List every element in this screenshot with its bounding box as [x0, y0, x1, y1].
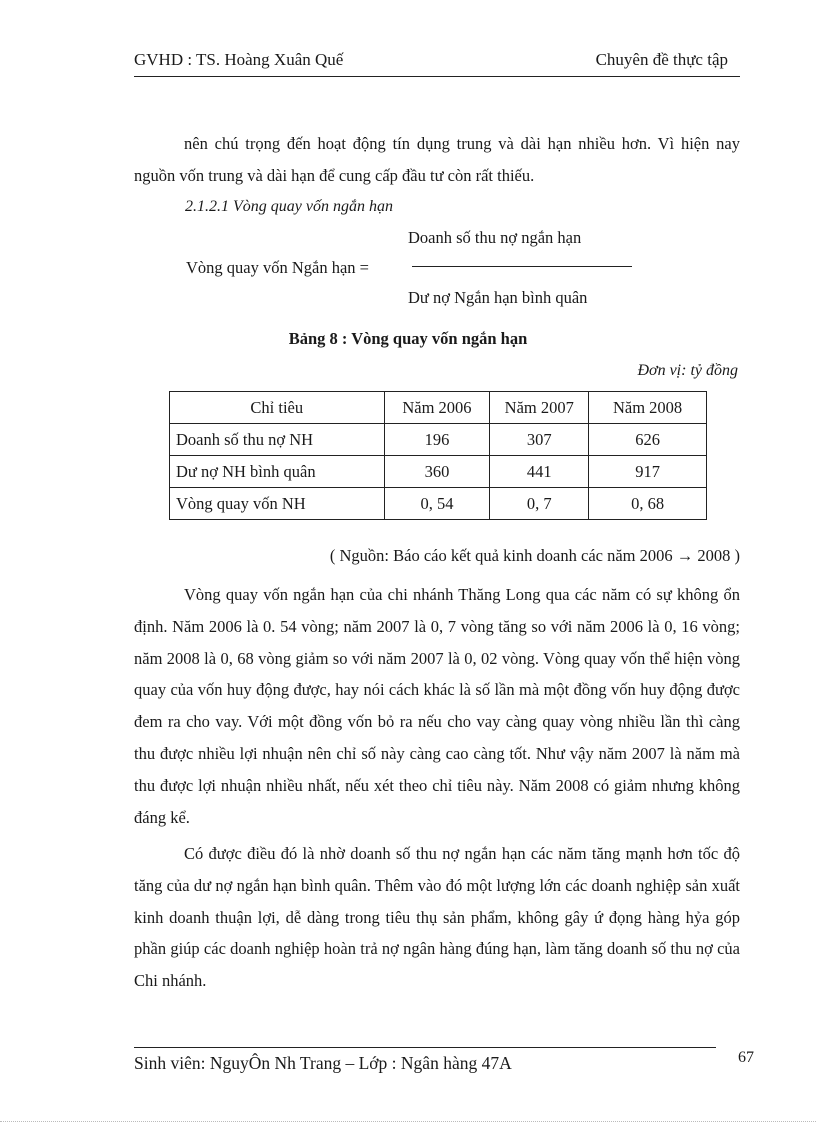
header-cell: Chỉ tiêu [170, 392, 385, 424]
table-cell: 307 [490, 424, 589, 456]
formula-numerator: Doanh số thu nợ ngắn hạn [408, 228, 582, 247]
header-advisor: GVHD : TS. Hoàng Xuân Quế [134, 50, 344, 69]
section-heading: 2.1.2.1 Vòng quay vốn ngắn hạn [185, 198, 393, 215]
formula-label: Vòng quay vốn Ngắn hạn = [186, 258, 369, 277]
footer-divider [134, 1047, 716, 1048]
intro-paragraph: nên chú trọng đến hoạt động tín dụng trung và dài hạn nhiều hơn. Vì hiện nay nguồn vốn trung và dài hạn để cung cấp đầu tư còn rất thiếu. [134, 134, 740, 185]
table-cell: 626 [589, 424, 707, 456]
table-cell: 441 [490, 456, 589, 488]
header-cell: Năm 2008 [589, 392, 707, 424]
table-cell: 0, 7 [490, 488, 589, 520]
table-header-row [170, 392, 707, 424]
row-label: Vòng quay vốn NH [170, 488, 385, 520]
analysis-paragraph-1: Vòng quay vốn ngắn hạn của chi nhánh Thăng Long qua các năm có sự không ổn định. Năm 2006 là 0. 54 vòng; năm 2007 là 0, 7 vòng tăng so với năm 2006 là 0, 16 vòng; năm 2008 là 0, 68 vòng giảm so với năm 2007 là 0, 02 vòng. Vòng quay vốn thể hiện vòng quay của vốn huy động được, hay nói cách khác là số lần mà một đồng vốn huy động được đem ra cho vay. Với một đồng vốn bỏ ra nếu cho vay càng quay vòng nhiều lần thì càng thu được nhiều lợi nhuận nên chỉ số này càng cao càng tốt. Như vậy năm 2007 là năm mà thu được lợi nhuận nhiều nhất, nếu xét theo chỉ tiêu này. Năm 2008 có giảm nhưng không đáng kể. [134, 585, 740, 827]
table-source: ( Nguồn: Báo cáo kết quả kinh doanh các năm 2006 → 2008 ) [329, 546, 740, 565]
table-cell: 360 [384, 456, 490, 488]
formula-fraction-bar [412, 266, 632, 267]
footer-student: Sinh viên: NguyÔn Nh Trang – Lớp : Ngân hàng 47A [134, 1053, 512, 1073]
table-cell: 917 [589, 456, 707, 488]
page-header [134, 46, 740, 77]
row-label: Dư nợ NH bình quân [170, 456, 385, 488]
table-row [170, 488, 707, 520]
header-cell: Năm 2007 [490, 392, 589, 424]
table-cell: 196 [384, 424, 490, 456]
header-document-type: Chuyên đề thực tập [595, 50, 728, 69]
table-row [170, 456, 707, 488]
page-bottom-dotted-line [0, 1121, 816, 1122]
table-title: Bảng 8 : Vòng quay vốn ngắn hạn [288, 329, 528, 348]
table-cell: 0, 54 [384, 488, 490, 520]
data-table [169, 391, 707, 520]
table-row [170, 424, 707, 456]
row-label: Doanh số thu nợ NH [170, 424, 385, 456]
page-number: 67 [738, 1049, 754, 1066]
analysis-paragraph-2: Có được điều đó là nhờ doanh số thu nợ ngắn hạn các năm tăng mạnh hơn tốc độ tăng của dư nợ ngắn hạn bình quân. Thêm vào đó một lượng lớn các doanh nghiệp sản xuất kinh doanh thuận lợi, dễ dàng trong tiêu thụ sản phẩm, không gây ứ đọng hàng hỷa góp phần giúp các doanh nghiệp hoàn trả nợ ngân hàng đúng hạn, làm tăng doanh số thu nợ của Chi nhánh. [134, 844, 740, 991]
table-cell: 0, 68 [589, 488, 707, 520]
header-cell: Năm 2006 [384, 392, 490, 424]
formula-denominator: Dư nợ Ngắn hạn bình quân [408, 288, 588, 307]
table-unit: Đơn vị: tỷ đồng [637, 362, 738, 379]
